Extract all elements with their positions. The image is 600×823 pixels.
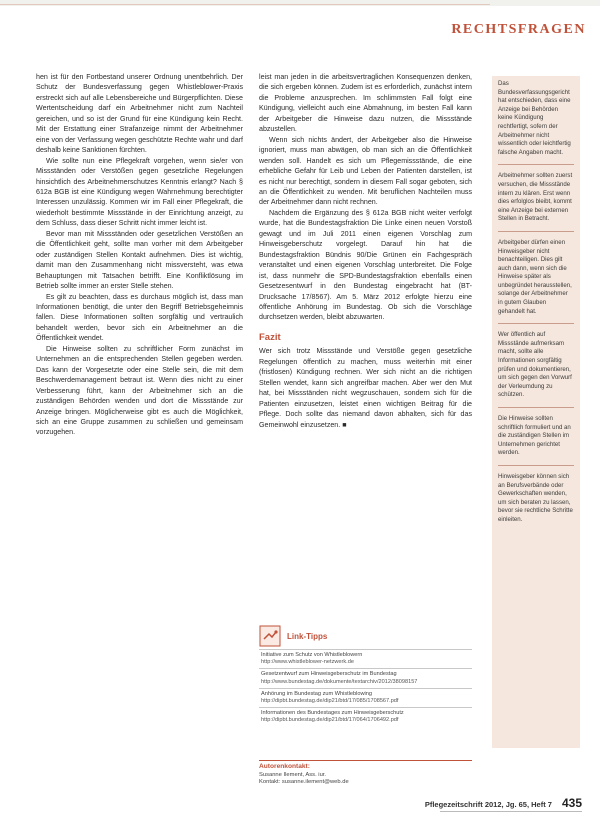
author-email[interactable]: Kontakt: susanne.ilement@web.de [259, 779, 349, 786]
fazit-text: Wer sich trotz Missstände und Verstöße gegen gesetzliche Regelungen öffentlich zu machen, muss weiterhin mit einer (fristlosen) Kündigung rechnen. Wer sich nicht an die richtigen Stellen wendet, kann sich angreifbar machen. Aber wer den Mut hat, bei Missständen nicht wegzuschauen, sondern sich für die Patienten einzusetzen, leistet einen wichtigen Beitrag für die Pflege. Doch sollte das niemand davon abhalten, sich für das Gemeinwohl einzusetzen. ■ [259, 347, 472, 429]
link-tip-label: Initiative zum Schutz von Whistleblowern [261, 652, 363, 658]
mouse-link-icon [259, 625, 281, 647]
page-number: 435 [561, 796, 582, 810]
sidebar-note: Arbeitnehmer sollten zuerst versuchen, die Missstände intern zu klären. Erst wenn dies erfolglos bleibt, kommt eine Anzeige bei externen Stellen in Betracht. [498, 172, 573, 223]
sidebar-note: Das Bundesverfassungsgericht hat entschieden, dass eine Anzeige bei Behörden keine Kündigung rechtfertigt, sofern der Arbeitnehmer nicht wissentlich oder leichtfertig falsche Angaben macht. [498, 80, 571, 156]
sidebar-note: Wer öffentlich auf Missstände aufmerksam macht, sollte alle Informationen sorgfältig prüfen und dokumentieren, um sich gegen den Vorwurf der Verleumdung zu schützen. [498, 331, 572, 399]
paragraph: Wie sollte nun eine Pflegekraft vorgehen, wenn sie/er von Missständen oder Verstößen gegen gesetzliche Regelungen hinsichtlich des Arbeitnehmerschutzes Kenntnis erlangt? Nach § 612a BGB ist eine Kündigung wegen Wahrnehmung berechtigter Interessen unzulässig. Kommen wir im Fall einer Pflegekraft, die wiederholt bestimmte Missstände in der Einrichtung anzeigt, zu dem Schluss, dass dieser Schritt nicht immer leicht ist. [36, 156, 243, 228]
author-contact-title: Autorenkontakt: [259, 763, 310, 770]
paragraph: Es gilt zu beachten, dass es durchaus möglich ist, dass man Informationen benötigt, die unter den Begriff Betriebsgeheimnis fallen. Diese Informationen sollten sorgfältig und vertraulich behandelt werden, bevor sich ein Arbeitnehmer an die Öffentlichkeit wendet. [36, 292, 243, 343]
sidebar-notes [492, 76, 580, 748]
top-rule [0, 0, 490, 5]
paragraph: Die Hinweise sollten zu schriftlicher Form zunächst im Unternehmen an die entsprechenden Stellen gegeben werden. Das kann der Vorgesetzte oder eine Stelle sein, die mit dem Beschwerdemanagement betraut ist. Wenn dies nicht zu einer Verbesserung führt, kann der Arbeitnehmer sich an die zuständigen Behörden wenden und dort die Missstände zur Anzeige bringen. Möglicherweise gibt es auch die Möglichkeit, sich an eine Gruppe zusammen zu schließen und gemeinsam vorzugehen. [36, 344, 243, 437]
sidebar-divider [498, 231, 574, 232]
journal-citation: Pflegezeitschrift 2012, Jg. 65, Heft 7 [424, 800, 552, 809]
sidebar-note: Die Hinweise sollten schriftlich formuliert und an die zuständigen Stellen im Unternehmen gerichtet werden. [498, 415, 571, 457]
sidebar-divider [498, 465, 574, 466]
link-tip-item[interactable] [259, 649, 472, 668]
link-tips-title: Link-Tipps [287, 631, 328, 641]
link-tip-label: Informationen des Bundestages zum Hinweisgeberschutz [261, 710, 404, 717]
link-tip-item[interactable] [259, 707, 472, 726]
author-name: Susanne Ilement, Ass. iur. [259, 772, 327, 778]
link-tip-label: Gesetzentwurf zum Hinweisgeberschutz im Bundestag [261, 671, 397, 678]
paragraph: Wenn sich nichts ändert, der Arbeitgeber also die Hinweise ignoriert, muss man abwägen, ob man sich an die Öffentlichkeit wenden soll. Handelt es sich um Pflegemissstände, die eine erhebliche Gefahr für Leib und Leben der Patienten darstellen, ist es nicht nur berechtigt, sondern in diesem Fall sogar geboten, sich an die Öffentlichkeit zu wenden. Mit beruflichen Nachteilen muss der Arbeitnehmer dann nicht rechnen. [259, 135, 472, 207]
link-tips-header [259, 623, 472, 649]
section-title: RECHTSFRAGEN [451, 22, 586, 37]
sidebar-divider [498, 323, 574, 324]
link-tip-url[interactable]: http://www.whistleblower-netzwerk.de [261, 659, 354, 666]
link-tip-url[interactable]: http://www.bundestag.de/dokumente/textarchiv/2012/38098157 [261, 678, 418, 685]
sidebar-divider [498, 164, 574, 165]
link-tip-url[interactable]: http://dipbt.bundestag.de/dip21/btd/17/085/1708567.pdf [261, 698, 399, 705]
link-tip-item[interactable] [259, 688, 472, 707]
sidebar-divider [498, 407, 574, 408]
link-tip-url[interactable]: http://dipbt.bundestag.de/dip21/btd/17/064/1706492.pdf [261, 717, 399, 724]
paragraph: leist man jeden in die arbeitsvertraglichen Konsequenzen denken, die sich ergeben können. Zudem ist es erforderlich, zunächst intern die Probleme anzusprechen. Im schlimmsten Fall folgt eine Kündigung, vielleicht auch eine Abmahnung, im besten Fall kann der Arbeitgeber die Hinweise dazu nutzen, die Missstände abzustellen. [259, 73, 472, 134]
paragraph: Bevor man mit Missständen oder gesetzlichen Verstößen an die Öffentlichkeit geht, sollte man vorher mit dem Arbeitgeber oder zuständigen Stellen Kontakt aufnehmen. Dies ist wichtig, damit man den Zusammenhang nicht missversteht, was etwa Behauptungen mit Tatsachen betrifft. Eine Konfliktlösung im Betrieb sollte immer an erster Stelle stehen. [36, 229, 243, 291]
sidebar-note: Hinweisgeber können sich an Berufsverbände oder Gewerkschaften wenden, um sich beraten zu lassen, bevor sie rechtliche Schritte einleiten. [498, 472, 573, 523]
paragraph: Nachdem die Ergänzung des § 612a BGB nicht weiter verfolgt wurde, hat die Bundestagsfraktion Die Linke einen neuen Vorstoß gewagt und im Juli 2011 einen eigenen Vorschlag zum Hinweisgeberschutz vorgelegt. Darauf hin hat die Bundestagsfraktion Bündnis 90/Die Grünen ein Fachgespräch veranstaltet und einen eigenen Vorschlag unterbreitet. Die Folge ist, dass nunmehr die SPD-Bundestagsfraktion ebenfalls einen Gesetzesentwurf in den Bundestag eingebracht hat (BT-Drucksache 17/8567). Am 5. März 2012 erfolgte hierzu eine öffentliche Anhörung im Bundestag. Ob sich die Vorschläge durchsetzen werden, bleibt abzuwarten. [259, 208, 472, 322]
text-column-left [36, 72, 243, 438]
sidebar-note: Arbeitgeber dürfen einen Hinweisgeber nicht benachteiligen. Dies gilt auch dann, wenn sich die Hinweise später als unbegründet herausstellen, solange der Arbeitnehmer in gutem Glauben gehandelt hat. [498, 238, 572, 315]
fazit-heading: Fazit [259, 331, 281, 343]
link-tip-label: Anhörung im Bundestag zum Whistleblowing [261, 690, 373, 697]
link-tips-box [259, 623, 472, 727]
paragraph: hen ist für den Fortbestand unserer Ordnung unentbehrlich. Der Schutz der Bundesverfassung gegen Whistleblower-Praxis erstreckt sich auf alle Lebensbereiche und Bürgerpflichten. Diese Wertentscheidung darf ein Arbeitnehmer nicht zum Nachteil gereichen, und so ist der Grund für eine Kündigung kein Recht. Mit der Erstattung einer Strafanzeige nimmt der Arbeitnehmer eine von der Verfassung wegen geschützte Rechte wahr und darf deshalb keine Sanktionen fürchten. [36, 73, 243, 155]
author-contact [259, 760, 472, 787]
text-column-right [259, 72, 472, 430]
link-tip-item[interactable] [259, 668, 472, 687]
page-footer [425, 796, 582, 810]
footer-rule [440, 811, 582, 812]
